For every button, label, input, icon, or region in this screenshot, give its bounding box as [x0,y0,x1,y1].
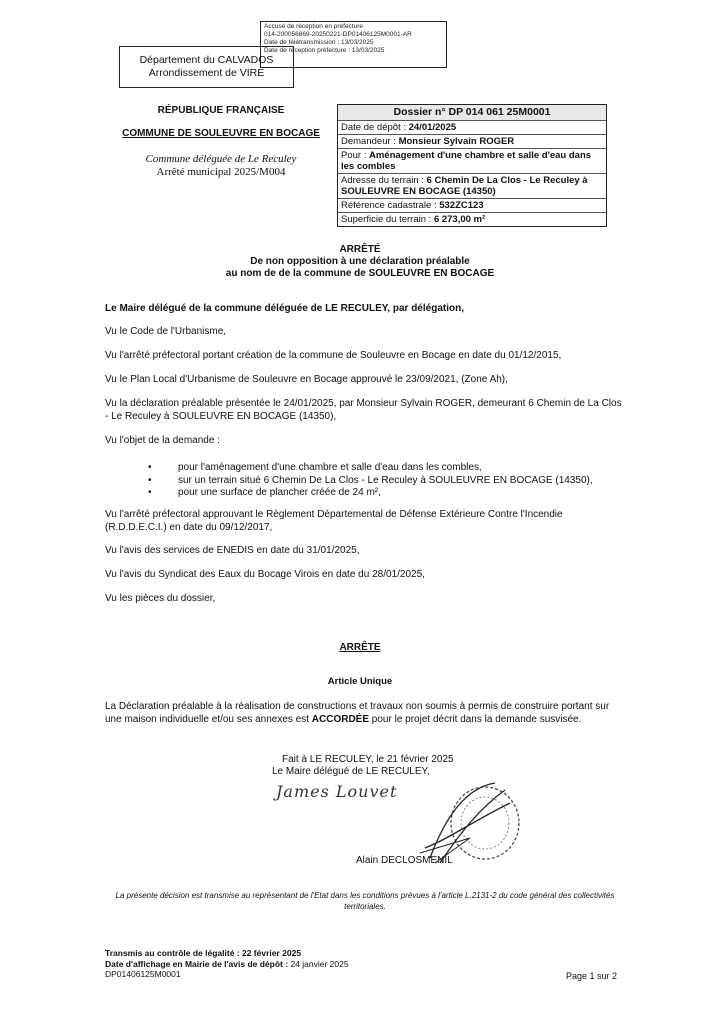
vu-plu: Vu le Plan Local d'Urbanisme de Souleuvre en Bocage approuvé le 23/09/2021, (Zone Ah), [105,374,508,385]
header-left [110,104,332,179]
stamp-line: 014-200056869-20250221-DP01406125M0001-AR [264,31,412,38]
stamp-line: Date de télétransmission : 13/03/2025 [264,39,374,46]
transmis-line [105,948,405,959]
vu-objet: Vu l'objet de la demande : [105,435,220,446]
dossier-ref: DP01406125M0001 [105,969,181,979]
dossier-value: 24/01/2025 [408,122,457,133]
decision-text-a: La Déclaration préalable à la réalisation de constructions et travaux non soumis à permis de construire portant sur une maison individuelle et/ou ses annexes est [105,701,610,725]
fait-line: Fait à LE RECULEY, le 21 février 2025 [282,754,454,765]
decision-accordee: ACCORDÉE [311,714,370,725]
dossier-row [338,134,606,148]
affichage-date: 24 janvier 2025 [290,958,349,969]
arrete-heading [150,244,570,280]
decision-text [105,700,625,726]
arrete-title: ARRÊTÉ [339,244,381,255]
affichage-label: Date d'affichage en Mairie de l'avis de dépôt : [105,958,291,969]
vu-pieces: Vu les pièces du dossier, [105,593,216,604]
transmis-label: Transmis au contrôle de légalité : [105,948,242,958]
maire-role: Le Maire délégué de LE RECULEY, [272,766,430,777]
decision-title: ARRÊTE [339,642,381,653]
dossier-row [338,212,606,226]
vu-rddeci: Vu l'arrêté préfectoral approuvant le Règlement Départemental de Défense Extérieure Contre l'Incendie (R.D.D.E.C.I.) en date du 09/12/2017, [105,509,563,533]
dossier-row [338,120,606,134]
arrondissement-name: Arrondissement de VIRE [148,67,265,79]
signatory-name: Alain DECLOSMENIL [356,855,453,866]
dossier-row [338,148,606,173]
page-number: Page 1 sur 2 [566,971,618,981]
dossier-label: Superficie du terrain : [341,214,434,225]
arrete-number: Arrêté municipal 2025/M004 [156,166,286,178]
affichage-line [105,959,405,970]
vu-arrete-creation: Vu l'arrêté préfectoral portant création de la commune de Souleuvre en Bocage en date du 01/12/2015, [105,350,562,361]
dossier-row [338,173,606,198]
transmission-notice: La présente décision est transmise au représentant de l'Etat dans les conditions prévues à l'article L.2131-2 du code général des collectivités territoriales. [115,891,615,911]
transmission-info [105,948,405,980]
arrete-subtitle-1: De non opposition à une déclaration préalable [250,256,470,267]
dossier-label: Demandeur : [341,136,399,147]
list-item: • pour l'aménagement d'une chambre et salle d'eau dans les combles, [160,462,620,475]
dossier-label: Référence cadastrale : [341,200,440,211]
list-item: • pour une surface de plancher créée de 24 m², [160,487,620,500]
dossier-label: Pour : [341,150,369,161]
transmis-date: 22 février 2025 [241,948,302,958]
department-name: Département du CALVADOS [139,54,274,66]
vu-declaration: Vu la déclaration préalable présentée le 24/01/2025, par Monsieur Sylvain ROGER, demeurant 6 Chemin de La Clos - Le Reculey à SOULEUVRE EN BOCAGE (14350), [105,398,622,422]
handwritten-name: James Louvet [276,782,398,801]
signature-block [272,754,472,778]
arrete-subtitle-2: au nom de de la commune de SOULEUVRE EN BOCAGE [225,268,495,279]
commune-deleguee: Commune déléguée de Le Reculey [145,153,297,165]
dossier-value: Monsieur Sylvain ROGER [398,136,515,147]
dossier-box [337,104,607,227]
dossier-value: Aménagement d'une chambre et salle d'eau dans les combles [341,150,592,172]
maire-line: Le Maire délégué de la commune déléguée de LE RECULEY, par délégation, [105,303,464,314]
dossier-label: Adresse du terrain : [341,175,427,186]
dossier-title: Dossier n° DP 014 061 25M0001 [338,105,606,120]
vu-code: Vu le Code de l'Urbanisme, [105,326,227,337]
dossier-row [338,198,606,212]
republic-title: RÉPUBLIQUE FRANÇAISE [157,105,285,116]
decision-text-c: pour le projet décrit dans la demande susvisée. [369,714,582,725]
objet-list [160,462,620,500]
stamp-line: Date de réception préfecture : 13/03/2025 [264,47,385,54]
dossier-label: Date de dépôt : [341,122,409,133]
vu-enedis: Vu l'avis des services de ENEDIS en date du 31/01/2025, [105,545,360,556]
vu-syndicat: Vu l'avis du Syndicat des Eaux du Bocage Virois en date du 28/01/2025, [105,569,425,580]
stamp-line: Accusé de réception en préfecture [264,23,364,30]
dossier-value: 6 273,00 m² [433,214,486,225]
dossier-value: 532ZC123 [439,200,484,211]
article-title: Article Unique [327,676,393,687]
list-item: • sur un terrain situé 6 Chemin De La Clos - Le Reculey à SOULEUVRE EN BOCAGE (14350), [160,475,620,488]
department-box [119,46,294,88]
commune-title: COMMUNE DE SOULEUVRE EN BOCAGE [122,128,320,139]
dossier-value: 6 Chemin De La Clos - Le Reculey à SOULEUVRE EN BOCAGE (14350) [341,175,588,197]
